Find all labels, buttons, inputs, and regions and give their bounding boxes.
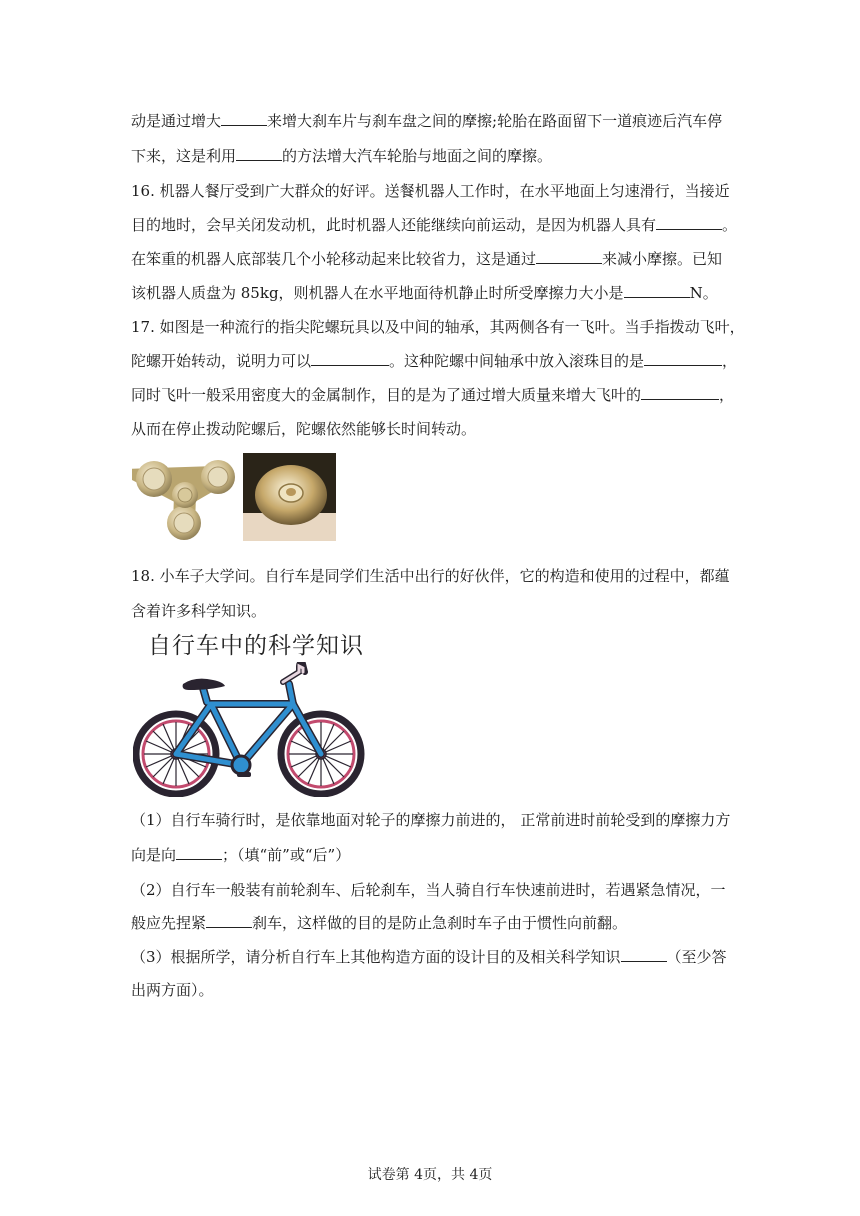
bike-chainring xyxy=(232,756,250,774)
q18-part3-line-1: （3）根据所学，请分析自行车上其他构造方面的设计目的及相关科学知识 （至少答 xyxy=(131,948,727,966)
answer-blank[interactable] xyxy=(656,215,722,230)
answer-blank[interactable] xyxy=(536,249,602,264)
q17-line-3: 同时飞叶一般采用密度大的金属制作，目的是为了通过增大质量来增大飞叶的 ， xyxy=(131,386,735,404)
q17-line-4: 从而在停止拨动陀螺后，陀螺依然能够长时间转动。 xyxy=(131,420,477,438)
answer-blank[interactable] xyxy=(236,146,282,161)
q16-line-3: 在笨重的机器人底部装几个小轮移动起来比较省力，这是通过 来减小摩擦。已知 xyxy=(131,250,723,268)
q18-line-1: 18. 小车子大学问。自行车是同学们生活中出行的好伙伴，它的构造和使用的过程中，都蕴 xyxy=(131,567,730,585)
q16-line-1: 16. 机器人餐厅受到广大群众的好评。送餐机器人工作时，在水平地面上匀速滑行，当接近 xyxy=(131,182,730,200)
q15-line-2: 下来，这是利用 的方法增大汽车轮胎与地面之间的摩擦。 xyxy=(131,147,553,165)
answer-blank[interactable] xyxy=(311,351,389,366)
q18-line-2: 含着许多科学知识。 xyxy=(131,602,267,620)
q15-line-1: 动是通过增大 来增大刹车片与刹车盘之间的摩擦;轮胎在路面留下一道痕迹后汽车停 xyxy=(131,112,723,130)
answer-blank[interactable] xyxy=(206,913,252,928)
spinner-bearing-image xyxy=(243,453,336,541)
q18-part1-line-2: 向是向 ；（填“前”或“后”） xyxy=(131,846,351,864)
q17-line-2: 陀螺开始转动，说明力可以 。这种陀螺中间轴承中放入滚珠目的是 ， xyxy=(131,352,738,370)
q18-part1-line-1: （1）自行车骑行时，是依靠地面对轮子的摩擦力前进的， 正常前进时前轮受到的摩擦力方 xyxy=(131,811,731,829)
q16-line-2: 目的地时，会早关闭发动机，此时机器人还能继续向前运动，是因为机器人具有 。 xyxy=(131,216,738,234)
q16-line-4: 该机器人质盘为 85kg，则机器人在水平地面待机静止时所受摩擦力大小是 N。 xyxy=(131,284,718,302)
q18-part2-line-1: （2）自行车一般装有前轮刹车、后轮刹车，当人骑自行车快速前进时，若遇紧急情况，一 xyxy=(131,881,726,899)
answer-blank[interactable] xyxy=(221,111,267,126)
q17-line-1: 17. 如图是一种流行的指尖陀螺玩具以及中间的轴承，其两侧各有一飞叶。当手指拨动飞叶， xyxy=(131,318,745,336)
q18-part2-line-2: 般应先捏紧 刹车，这样做的目的是防止急刹时车子由于惯性向前翻。 xyxy=(131,914,628,932)
fidget-spinner-image xyxy=(132,455,238,541)
answer-blank[interactable] xyxy=(624,283,690,298)
answer-blank[interactable] xyxy=(644,351,722,366)
bike-seat xyxy=(183,679,225,690)
q18-part3-line-2: 出两方面）。 xyxy=(131,981,214,999)
answer-blank[interactable] xyxy=(621,947,667,962)
answer-blank[interactable] xyxy=(641,385,719,400)
bicycle-image-heading: 自行车中的科学知识 xyxy=(148,633,364,659)
page-footer: 试卷第 4页，共 4页 xyxy=(367,1167,493,1183)
bicycle-image xyxy=(133,662,365,797)
answer-blank[interactable] xyxy=(176,845,222,860)
